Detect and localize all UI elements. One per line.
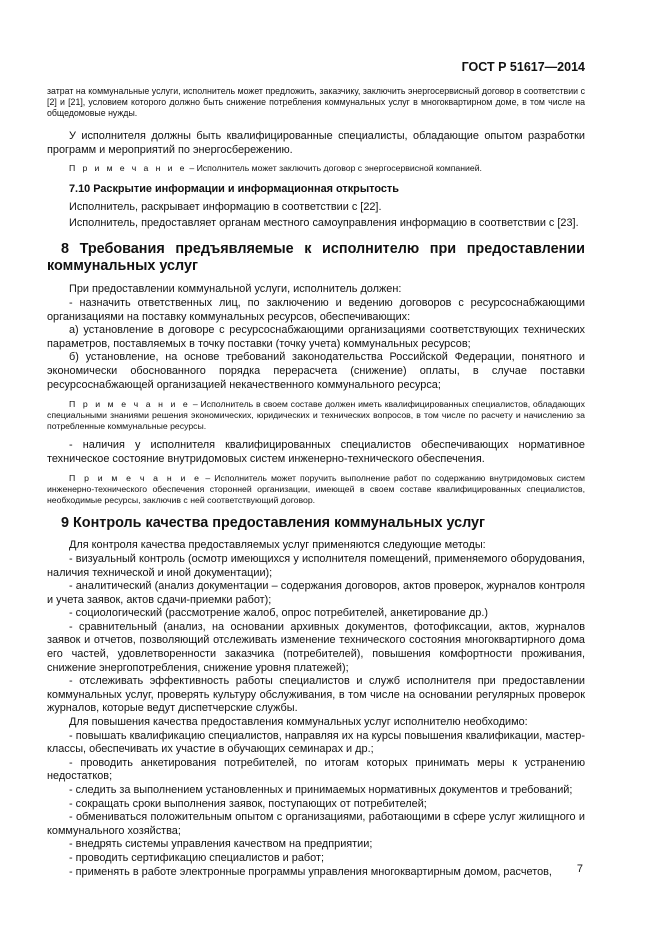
note-text: – Исполнитель в своем составе должен иметь квалифицированных специалистов, обладающих специальными знаниями решения экономических, юридических и технических вопросов, в том числе по расчету и начислению за потребленные коммунальные ресурсы. [47,399,585,432]
list-item: - повышать квалификацию специалистов, направляя их на курсы повышения квалификации, мастер-классы, обеспечивать их участие в обучающих семинарах и др.; [47,729,585,756]
subsection-heading: 7.10 Раскрытие информации и информационная открытость [69,183,399,196]
list-item: - сравнительный (анализ, на основании архивных документов, фотофиксации, актов, журналов заявок и отчетов, позволяющий отслеживать изменение технического состояния многоквартирного дома его частей, удовлетворенности заказчика (потребителей), повышения комфортности проживания, снижение энергопотребления, снижение уровня платежей); [47,620,585,674]
paragraph: Исполнитель, раскрывает информацию в соответствии с [22]. [69,201,382,214]
paragraph: Исполнитель, предоставляет органам местного самоуправления информацию в соответствии с [23]. [69,216,579,229]
paragraph: У исполнителя должны быть квалифицированные специалисты, обладающие опытом разработки программ и мероприятий по энергосбережению. [47,130,585,156]
section-heading-9: 9 Контроль качества предоставления коммунальных услуг [61,515,486,532]
note-text: – Исполнитель может поручить выполнение работ по содержанию внутридомовых систем инженерно-технического обеспечения сторонней организации, имеющей в своем составе квалифицированных специалистов, необходимые ресурсы, заключив с ней соответствующий договор. [47,473,585,506]
list-item: - аналитический (анализ документации – содержания договоров, актов проверок, журналов контроля и учета заявок, актов сдачи-приемки работ); [47,580,585,606]
paragraph: затрат на коммунальные услуги, исполнитель может предложить, заказчику, заключить энергосервисный договор в соответствии с [2] и [21], условием которого должно быть снижение потребления коммунальных услуг в многоквартирном доме, в том числе на общедомовые нужды. [47,86,585,118]
page-content [47,86,585,879]
paragraph: Для контроля качества предоставляемых услуг применяются следующие методы: [69,539,486,552]
list-item: - внедрять системы управления качеством на предприятии; [69,838,373,851]
note-label: П р и м е ч а н и е [69,399,191,410]
note [47,399,585,432]
list-item: б) установление, на основе требований законодательства Российской Федерации, понятного и экономически обоснованного порядка перерасчета (снижение) оплаты, в случае поставки ресурсоснабжающей организацией некачественного коммунального ресурса; [47,351,585,391]
list-item: - проводить анкетирования потребителей, по итогам которых принимать меры к устранению недостатков; [47,756,585,783]
list-item: - применять в работе электронные программы управления многоквартирным домом, расчетов, [69,865,552,878]
note [47,163,585,174]
paragraph: Для повышения качества предоставления коммунальных услуг исполнителю необходимо: [69,716,528,729]
section-heading-8: 8 Требования предъявляемые к исполнителю при предоставлении коммунальных услуг [47,241,585,275]
list-item: - обмениваться положительным опытом с организациями, работающими в сфере услуг жилищного и коммунального хозяйства; [47,811,585,837]
note [47,473,585,506]
list-item: - назначить ответственных лиц, по заключению и ведению договоров с ресурсоснабжающими организациями на поставку коммунальных ресурсов, обеспечивающих: [47,296,585,323]
page-number: 7 [576,863,583,875]
list-item: - социологический (рассмотрение жалоб, опрос потребителей, анкетирование др.) [69,607,488,620]
list-item: а) установление в договоре с ресурсоснабжающими организациями соответствующих технических параметров, поставляемых в точку поставки (точку учета) коммунальных ресурсов; [47,324,585,350]
list-item: - отслеживать эффективность работы специалистов и служб исполнителя при предоставлении коммунальных услуг, проверять культуру обслуживания, в том числе на основании регулярных проверок журналов, которые ведут диспетчерские службы. [47,675,585,715]
note-label: П р и м е ч а н и е [69,163,187,174]
note-label: П р и м е ч а н и е [69,473,202,484]
paragraph: При предоставлении коммунальной услуги, исполнитель должен: [69,283,402,296]
list-item: - проводить сертификацию специалистов и работ; [69,851,324,864]
list-item: - наличия у исполнителя квалифицированных специалистов обеспечивающих нормативное техническое состояние внутридомовых систем инженерно-технического обеспечения. [47,439,585,465]
list-item: - сокращать сроки выполнения заявок, поступающих от потребителей; [69,797,427,810]
note-text: – Исполнитель может заключить договор с энергосервисной компанией. [186,163,482,174]
list-item: - визуальный контроль (осмотр имеющихся у исполнителя помещений, применяемого оборудования, наличия технической и иной документации); [47,552,585,579]
list-item: - следить за выполнением установленных и принимаемых нормативных документов и требований; [69,784,573,796]
doc-number: ГОСТ Р 51617—2014 [461,60,585,74]
